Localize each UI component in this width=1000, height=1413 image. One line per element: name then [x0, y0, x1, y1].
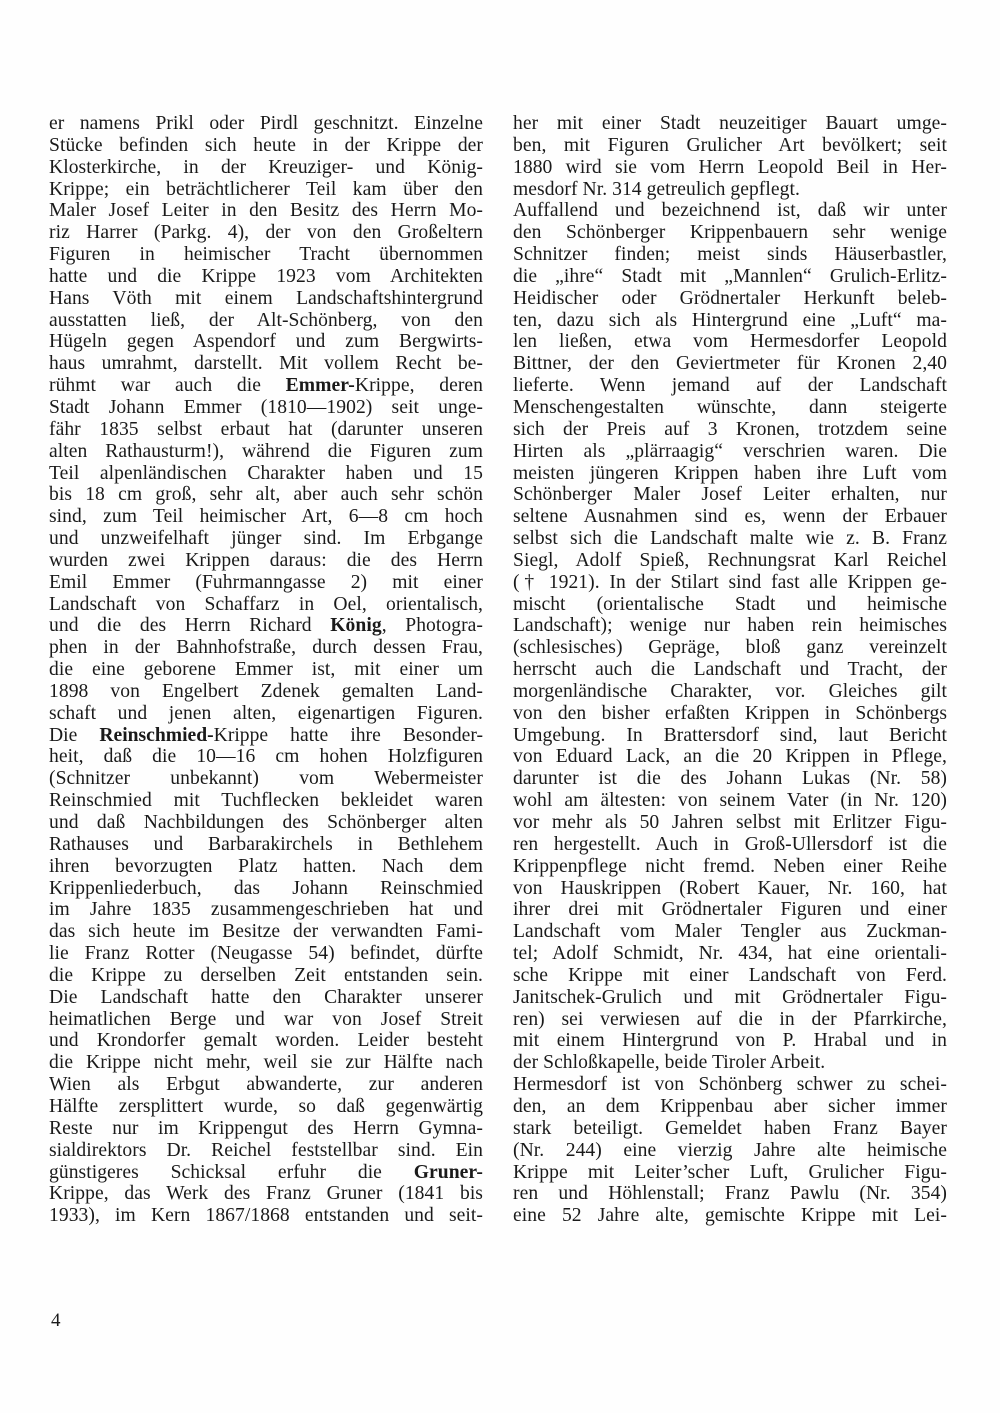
text-line [49, 375, 483, 397]
text-line: Emil Emmer (Fuhrmanngasse 2) mit einer [49, 571, 483, 593]
text-line: selbst sich die Landschaft malte wie z. B. Franz [513, 528, 947, 550]
text-line: mit einem Hintergrund von P. Hrabal und in [513, 1030, 947, 1052]
line-text-segment: , Photogra- [381, 615, 483, 637]
text-line: tel; Adolf Schmidt, Nr. 434, hat eine orientali- [513, 943, 947, 965]
text-line: wohl am ältesten: von seinem Vater (in Nr. 120) [513, 790, 947, 812]
text-line: Figuren in heimischer Tracht übernommen [49, 244, 483, 266]
text-line: Hans Vöth mit einem Landschaftshintergrund [49, 287, 483, 309]
text-line: Reinschmied mit Tuchflecken bekleidet waren [49, 790, 483, 812]
text-line: heimatlichen Berge und war von Josef Streit [49, 1008, 483, 1030]
text-line: Hermesdorf ist von Schönberg schwer zu schei- [513, 1074, 947, 1096]
text-line: von Eduard Lack, an die 20 Krippen in Pflege, [513, 746, 947, 768]
text-line: ren hergestellt. Auch in Groß-Ullersdorf ist die [513, 833, 947, 855]
text-line: herrscht auch die Landschaft und Tracht, der [513, 659, 947, 681]
text-line: Krippe, das Werk des Franz Gruner (1841 bis [49, 1183, 483, 1205]
text-line: Landschaft); wenige nur haben rein heimisches [513, 615, 947, 637]
text-line: sind, zum Teil heimischer Art, 6—8 cm hoch [49, 506, 483, 528]
text-line: die „ihre“ Stadt mit „Mannlen“ Grulich-Erlitz- [513, 265, 947, 287]
text-line: Hirten als „plärraagig“ verschrien waren. Die [513, 440, 947, 462]
text-line: Landschaft von Schaffarz in Oel, orientalisch, [49, 593, 483, 615]
text-line: Krippe mit Leiter’scher Luft, Grulicher Figu- [513, 1161, 947, 1183]
text-line: darunter ist die des Johann Lukas (Nr. 58) [513, 768, 947, 790]
bold-crib-name: König [330, 615, 382, 637]
text-line: Wien als Erbgut abwanderte, zur anderen [49, 1074, 483, 1096]
text-line: mesdorf Nr. 314 getreulich gepflegt. [513, 178, 800, 200]
text-line: schaft und jenen alten, eigenartigen Figuren. [49, 702, 483, 724]
line-text-segment: Krippe, deren [354, 375, 483, 397]
text-line: morgenländische Charakter, vor. Gleiches gilt [513, 680, 947, 702]
text-line: lieferte. Wenn jemand auf der Landschaft [513, 375, 947, 397]
bold-crib-name: Emmer- [285, 375, 355, 397]
text-line: bis 18 cm groß, sehr alt, aber auch sehr schön [49, 484, 483, 506]
text-line: eine 52 Jahre alte, gemischte Krippe mit Lei- [513, 1205, 947, 1227]
text-line: seltene Ausnahmen sind es, wenn der Erbauer [513, 506, 947, 528]
text-line: ten, dazu sich als Hintergrund eine „Luft“ ma- [513, 309, 947, 331]
text-line: Landschaft vom Maler Tengler aus Zuckman- [513, 921, 947, 943]
page-number: 4 [51, 1310, 61, 1331]
text-line: Heidischer oder Grödnertaler Herkunft beleb- [513, 287, 947, 309]
text-line: († 1921). In der Stilart sind fast alle Krippen ge- [513, 571, 947, 593]
left-text-column [49, 113, 483, 1227]
text-line: das sich heute im Besitze der verwandten Fami- [49, 921, 483, 943]
text-line: her mit einer Stadt neuzeitiger Bauart umge- [513, 113, 947, 134]
text-line: Die Landschaft hatte den Charakter unserer [49, 986, 483, 1008]
text-line: ren und Höhlenstall; Franz Pawlu (Nr. 354) [513, 1183, 947, 1205]
text-line: er namens Prikl oder Pirdl geschnitzt. Einzelne [49, 113, 483, 134]
text-line: Hälfte zersplittert wurde, so daß gegenwärtig [49, 1095, 483, 1117]
text-line: Janitschek-Grulich und mit Grödnertaler Figu- [513, 986, 947, 1008]
text-line: sialdirektors Dr. Reichel feststellbar sind. Ein [49, 1139, 483, 1161]
text-line: wurden zwei Krippen daraus: die des Herrn [49, 549, 483, 571]
text-line: meisten jüngeren Krippen haben ihre Luft vom [513, 462, 947, 484]
text-line [49, 1162, 483, 1184]
text-line [49, 615, 483, 637]
text-line: Schönberger Maler Josef Leiter erhalten, nur [513, 484, 947, 506]
line-text-segment: Die [49, 724, 100, 746]
text-line: Teil alpenländischen Charakter haben und 15 [49, 462, 483, 484]
text-line: ihrer drei mit Grödnertaler Figuren und einer [513, 899, 947, 921]
text-line: hatte und die Krippe 1923 vom Architekten [49, 265, 483, 287]
text-line: phen in der Bahnhofstraße, durch dessen Frau, [49, 637, 483, 659]
text-line: den, an dem Krippenbau aber sicher immer [513, 1095, 947, 1117]
text-line: die Krippe nicht mehr, weil sie zur Hälfte nach [49, 1052, 483, 1074]
text-line: und daß Nachbildungen des Schönberger alten [49, 812, 483, 833]
right-text-column [513, 113, 947, 1227]
text-line: riz Harrer (Parkg. 4), der von den Großeltern [49, 222, 483, 244]
text-line: len ließen, etwa vom Hermesdorfer Leopold [513, 331, 947, 353]
text-line: Stadt Johann Emmer (1810—1902) seit unge- [49, 396, 483, 418]
bold-crib-name: Gruner- [413, 1161, 483, 1183]
text-line: lie Franz Rotter (Neugasse 54) befindet, dürfte [49, 943, 483, 965]
text-line: mischt (orientalische Stadt und heimische [513, 593, 947, 615]
line-text-segment: und die des Herrn Richard [49, 615, 331, 637]
text-line: 1898 von Engelbert Zdenek gemalten Land- [49, 680, 483, 702]
bold-crib-name: Reinschmied- [99, 724, 214, 746]
line-text-segment: Krippe hatte ihre Besonder- [213, 724, 483, 746]
text-line: von den bisher erfaßten Krippen in Schönbergs [513, 702, 947, 724]
text-line: Auffallend und bezeichnend ist, daß wir unter [513, 200, 947, 222]
text-line: (Nr. 244) eine vierzig Jahre alte heimische [513, 1139, 947, 1161]
text-line: von Hauskrippen (Robert Kauer, Nr. 160, hat [513, 877, 947, 899]
line-text-segment: günstigeres Schicksal erfuhr die [49, 1161, 414, 1183]
text-line: den Schönberger Krippenbauern sehr wenige [513, 222, 947, 244]
text-line: (Schnitzer unbekannt) vom Webermeister [49, 768, 483, 790]
text-line: Reste nur im Krippengut des Herrn Gymna- [49, 1117, 483, 1139]
text-line: 1880 wird sie vom Herrn Leopold Beil in Her- [513, 156, 947, 178]
text-line: Bittner, der den Geviertmeter für Kronen 2,40 [513, 353, 947, 375]
text-line: (schlesisches) Gepräge, bloß ganz vereinzelt [513, 637, 947, 659]
text-line: ausstatten ließ, der Alt-Schönberg, von den [49, 309, 483, 331]
text-line: heit, daß die 10—16 cm hohen Holzfiguren [49, 746, 483, 768]
text-line: und Krondorfer gemalt worden. Leider besteht [49, 1030, 483, 1052]
text-line: sche Krippe mit einer Landschaft von Ferd. [513, 964, 947, 986]
text-line: Krippenliederbuch, das Johann Reinschmied [49, 877, 483, 899]
text-line: und unzweifelhaft jünger sind. Im Erbgange [49, 528, 483, 550]
text-line: fähr 1835 selbst erbaut hat (darunter unseren [49, 418, 483, 440]
text-line: Maler Josef Leiter in den Besitz des Herrn Mo- [49, 200, 483, 222]
text-line: ihren bevorzugten Platz hatten. Nach dem [49, 855, 483, 877]
text-line: der Schloßkapelle, beide Tiroler Arbeit. [513, 1052, 826, 1074]
text-line: ben, mit Figuren Grulicher Art bevölkert; seit [513, 134, 947, 156]
text-line: Umgebung. In Brattersdorf sind, laut Bericht [513, 724, 947, 746]
text-line: Krippe; ein beträchtlicherer Teil kam über den [49, 178, 483, 200]
text-line: sich der Preis auf 3 Kronen, trotzdem seine [513, 418, 947, 440]
text-line: die Krippe zu derselben Zeit entstanden sein. [49, 964, 483, 986]
text-line: vor mehr als 50 Jahren selbst mit Erlitzer Figu- [513, 812, 947, 833]
text-line: im Jahre 1835 zusammengeschrieben hat und [49, 899, 483, 921]
text-line: ren) sei verwiesen auf die in der Pfarrkirche, [513, 1008, 947, 1030]
text-line: Hügeln gegen Aspendorf und zum Bergwirts- [49, 331, 483, 353]
text-line: Menschengestalten wünschte, dann steigerte [513, 396, 947, 418]
text-line: 1933), im Kern 1867/1868 entstanden und seit- [49, 1205, 483, 1227]
text-line: Siegl, Adolf Spieß, Rechnungsrat Karl Reichel [513, 549, 947, 571]
text-line [49, 725, 483, 747]
text-line: Schnitzer finden; meist sinds Häuserbastler, [513, 244, 947, 266]
text-line: alten Rathausturm!), während die Figuren zum [49, 440, 483, 462]
text-line: Klosterkirche, in der Kreuziger- und König- [49, 156, 483, 178]
text-line: Stücke befinden sich heute in der Krippe der [49, 134, 483, 156]
line-text-segment: rühmt war auch die [49, 375, 286, 397]
text-line: Krippenpflege nicht fremd. Neben einer Reihe [513, 855, 947, 877]
text-line: Rathauses und Barbarakirchels in Bethlehem [49, 833, 483, 855]
text-line: die eine geborene Emmer ist, mit einer um [49, 659, 483, 681]
text-line: stark beteiligt. Gemeldet haben Franz Bayer [513, 1117, 947, 1139]
text-line: haus umrahmt, darstellt. Mit vollem Recht be- [49, 353, 483, 375]
